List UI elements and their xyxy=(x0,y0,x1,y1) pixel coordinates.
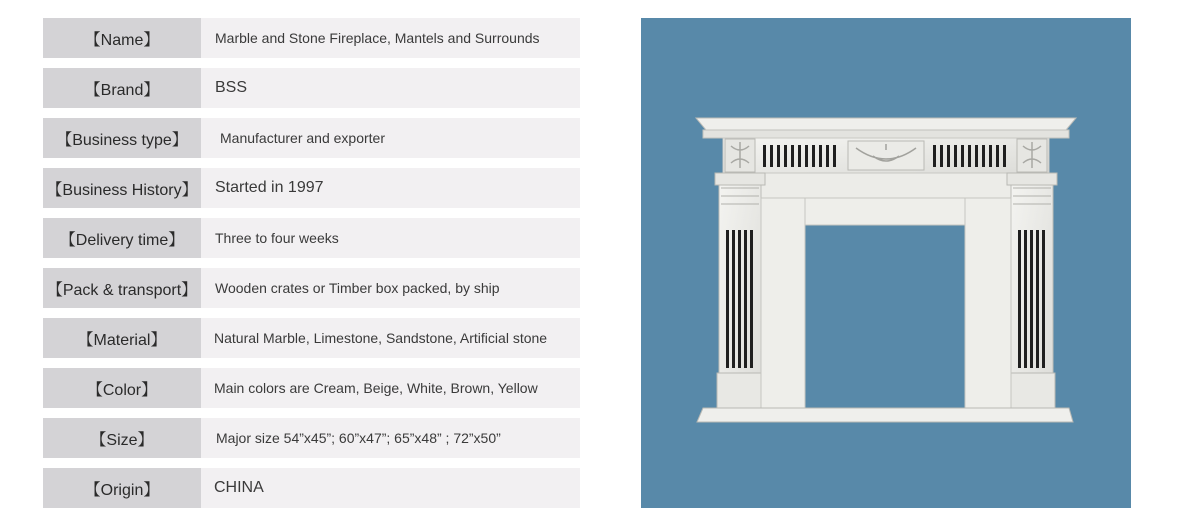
spec-row-business-history xyxy=(43,168,580,208)
hearth xyxy=(697,408,1073,422)
spec-label-origin: 【Origin】 xyxy=(43,468,201,508)
spec-row-origin xyxy=(43,468,580,508)
spec-value-origin: CHINA xyxy=(201,468,580,508)
architrave xyxy=(759,173,1013,198)
fireplace-illustration xyxy=(641,18,1131,508)
spec-label-size: 【Size】 xyxy=(43,418,201,458)
spec-row-name xyxy=(43,18,580,58)
spec-label-delivery-time: 【Delivery time】 xyxy=(43,218,201,258)
spec-label-color: 【Color】 xyxy=(43,368,201,408)
spec-value-business-history: Started in 1997 xyxy=(201,168,580,208)
spec-table xyxy=(43,18,580,518)
spec-value-brand: BSS xyxy=(201,68,580,108)
spec-value-color: Main colors are Cream, Beige, White, Brown, Yellow xyxy=(201,368,580,408)
spec-value-size: Major size 54”x45”; 60”x47”; 65”x48” ; 72”x50” xyxy=(201,418,580,458)
spec-value-pack-transport: Wooden crates or Timber box packed, by ship xyxy=(201,268,580,308)
spec-label-name: 【Name】 xyxy=(43,18,201,58)
mantel-cornice xyxy=(703,130,1069,138)
mantel-shelf xyxy=(696,118,1076,130)
spec-row-business-type xyxy=(43,118,580,158)
product-image xyxy=(641,18,1131,508)
spec-row-color xyxy=(43,368,580,408)
spec-value-name: Marble and Stone Fireplace, Mantels and Surrounds xyxy=(201,18,580,58)
spec-label-material: 【Material】 xyxy=(43,318,201,358)
inner-slip-right xyxy=(965,198,1011,408)
spec-value-material: Natural Marble, Limestone, Sandstone, Artificial stone xyxy=(201,318,580,358)
spec-label-business-type: 【Business type】 xyxy=(43,118,201,158)
spec-row-delivery-time xyxy=(43,218,580,258)
inner-slip-left xyxy=(761,198,805,408)
spec-value-delivery-time: Three to four weeks xyxy=(201,218,580,258)
spec-label-brand: 【Brand】 xyxy=(43,68,201,108)
spec-label-pack-transport: 【Pack & transport】 xyxy=(43,268,201,308)
spec-label-business-history: 【Business History】 xyxy=(43,168,201,208)
spec-row-brand xyxy=(43,68,580,108)
spec-row-material xyxy=(43,318,580,358)
spec-row-pack-transport xyxy=(43,268,580,308)
spec-value-business-type: Manufacturer and exporter xyxy=(201,118,580,158)
spec-row-size xyxy=(43,418,580,458)
